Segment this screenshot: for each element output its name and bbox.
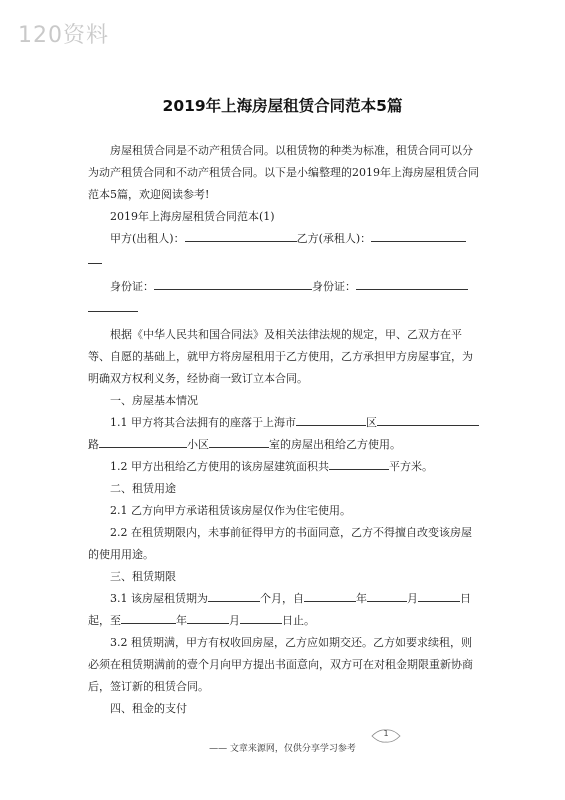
year-label-1: 年 — [356, 592, 367, 605]
area-unit: 平方米。 — [389, 460, 433, 473]
area-blank — [329, 456, 389, 470]
room-blank — [209, 434, 269, 448]
clause-3-1 — [88, 588, 480, 632]
intro-paragraph: 房屋租赁合同是不动产租赁合同。以租赁物的种类为标准，租赁合同可以分为动产租赁合同和不动产租赁合同。以下是小编整理的2019年上海房屋租赁合同范本5篇，欢迎阅读参考! — [88, 144, 479, 201]
clause-2-1: 2.1 乙方向甲方承诺租赁该房屋仅作为住宅使用。 — [110, 504, 351, 517]
section-4-heading: 四、租金的支付 — [110, 702, 187, 715]
watermark-logo: 120资料 — [18, 23, 109, 48]
to-label: 日起，至 — [88, 592, 471, 627]
start-year-blank — [304, 588, 356, 602]
document-title: 2019年上海房屋租赁合同范本5篇 — [162, 97, 403, 115]
id-a-blank — [154, 276, 312, 290]
from-label: 个月，自 — [260, 592, 304, 605]
party-line — [88, 228, 480, 272]
road-label: 路 — [88, 438, 99, 451]
clause-1-2-text: 1.2 甲方出租给乙方使用的该房屋建筑面积共 — [110, 460, 329, 473]
id-b-blank — [356, 276, 468, 290]
start-month-blank — [367, 588, 407, 602]
id-line — [88, 276, 480, 320]
district-after-blank — [377, 412, 439, 426]
months-blank — [208, 588, 260, 602]
road-blank — [439, 412, 479, 426]
room-label: 室的房屋出租给乙方使用。 — [269, 438, 401, 451]
document-body — [88, 140, 480, 720]
contract-subtitle: 2019年上海房屋租赁合同范本(1) — [110, 210, 275, 223]
district-blank — [296, 412, 366, 426]
party-b-blank — [371, 228, 466, 242]
id-label-b: 身份证： — [312, 280, 356, 293]
end-label: 日止。 — [282, 614, 315, 627]
year-label-2: 年 — [176, 614, 187, 627]
id-label-a: 身份证： — [110, 280, 154, 293]
start-day-blank — [418, 588, 454, 602]
month-label-2: 月 — [229, 614, 240, 627]
end-year-blank — [121, 610, 176, 624]
end-month-blank — [187, 610, 229, 624]
page-number: 1 — [383, 729, 389, 738]
section-2-heading: 二、租赁用途 — [110, 482, 176, 495]
preamble-paragraph: 根据《中华人民共和国合同法》及相关法律法规的规定，甲、乙双方在平等、自愿的基础上，就甲方将房屋租用于乙方使用，乙方承担甲方房屋事宜，为明确双方权利义务，经协商一致订立本合同。 — [88, 328, 473, 385]
clause-2-2: 2.2 在租赁期限内，未事前征得甲方的书面同意，乙方不得擅自改变该房屋的使用用途。 — [88, 526, 472, 561]
clause-1-2 — [88, 456, 480, 478]
id-b-blank-cont — [88, 298, 138, 312]
party-b-label: 乙方(承租人)： — [296, 232, 372, 245]
clause-1-1-text: 1.1 甲方将其合法拥有的座落于上海市 — [110, 416, 296, 429]
party-a-label: 甲方(出租人)： — [110, 232, 185, 245]
district-label: 区 — [366, 416, 377, 429]
section-1-heading: 一、房屋基本情况 — [110, 394, 198, 407]
community-blank — [99, 434, 187, 448]
clause-3-2: 3.2 租赁期满，甲方有权收回房屋，乙方应如期交还。乙方如要求续租，则必须在租赁期满前的壹个月向甲方提出书面意向，双方可在对租金期限重新协商后，签订新的租赁合同。 — [88, 636, 473, 693]
month-label-1: 月 — [407, 592, 418, 605]
end-day-blank — [240, 610, 282, 624]
party-b-blank-cont — [88, 250, 102, 264]
section-3-heading: 三、租赁期限 — [110, 570, 176, 583]
clause-3-1-text: 3.1 该房屋租赁期为 — [110, 592, 208, 605]
footer-note: —— 文章来源网，仅供分享学习参考 — [209, 744, 356, 754]
party-a-blank — [185, 228, 297, 242]
clause-1-1 — [88, 412, 480, 456]
community-label: 小区 — [187, 438, 209, 451]
